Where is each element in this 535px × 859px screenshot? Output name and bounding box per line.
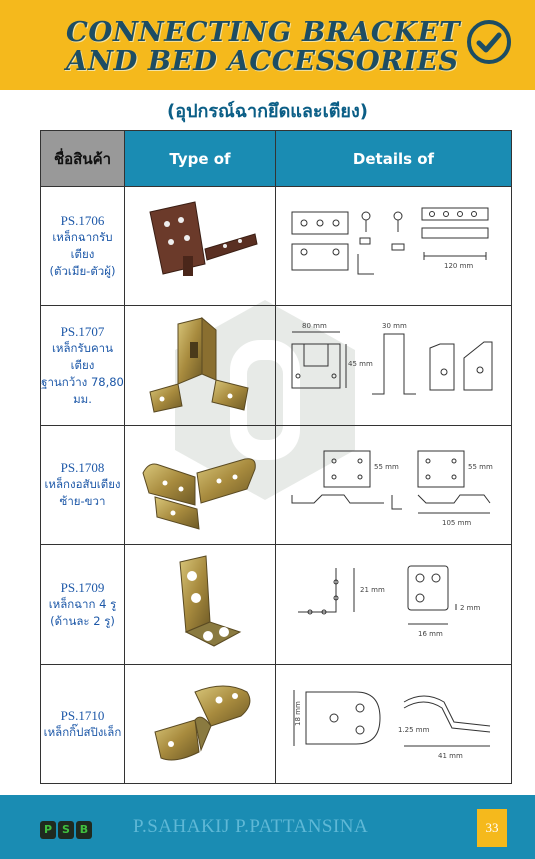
product-desc: เหล็กฉากรับเตียง [52,230,113,262]
dimension-label: 80 mm [301,321,327,330]
spring-clip-image [135,672,265,772]
dimension-label: 18 mm [293,700,302,726]
checkmark-icon [467,20,511,64]
technical-drawing [284,194,504,294]
product-detail-cell [276,545,512,664]
product-image-cell [125,425,276,544]
product-image-cell [125,187,276,306]
dimension-label: 30 mm [381,321,407,330]
technical-drawing [284,672,504,772]
dimension-label: 21 mm [359,586,385,595]
product-desc-2: ซ้าย-ขวา [59,494,106,509]
page-subtitle: (อุปกรณ์ฉากยึดและเตียง) [167,101,368,122]
product-desc-2: ฐานกว้าง 78,80 มม. [41,375,124,407]
product-desc: เหล็กกิ๊ปสปิงเล็ก [43,724,122,739]
technical-drawing [284,314,504,414]
product-name-cell [41,425,125,544]
product-desc: เหล็กฉาก 4 รู [48,596,117,611]
product-name-cell [41,306,125,425]
dimension-label: 105 mm [441,518,471,527]
product-name-cell [41,664,125,783]
dimension-label: 55 mm [373,462,399,471]
product-image-cell [125,306,276,425]
header-product-name: ชื่อสินค้า [41,131,125,187]
product-detail-cell [276,187,512,306]
product-detail-cell [276,664,512,783]
bed-hook-bracket-image [135,433,265,533]
hinge-bracket-image [135,194,265,294]
dimension-label: 1.25 mm [397,725,429,734]
product-desc-2: (ด้านละ 2 รู) [50,613,115,628]
product-image-cell [125,545,276,664]
table-row [41,545,512,664]
page-title [66,18,466,76]
dimension-label: 120 mm [443,262,473,271]
header-details: Details of [276,131,512,187]
title-line-2: AND BED ACCESSORIES [66,45,459,77]
product-detail-cell [276,425,512,544]
table-header-row [41,131,512,187]
beam-bracket-image [140,314,260,414]
product-image-cell [125,664,276,783]
table-row [41,664,512,783]
logo-letter: S [58,821,74,839]
dimension-label: 45 mm [347,359,373,368]
table-row [41,306,512,425]
dimension-label: 55 mm [467,462,493,471]
page-number: 33 [477,809,507,847]
page-header [0,0,535,90]
dimension-label: 41 mm [437,751,463,760]
product-detail-cell [276,306,512,425]
product-desc: เหล็กงอสับเตียง [44,477,121,492]
product-code: PS.1709 [60,579,105,595]
logo-letter: P [40,821,56,839]
footer-brand: P.SAHAKIJ P.PATTANSINA [133,816,369,837]
page-footer [0,795,535,859]
product-table [40,130,512,784]
logo-letter: B [76,821,92,839]
product-code: PS.1706 [60,213,105,229]
table-row [41,425,512,544]
product-desc-2: (ตัวเมีย-ตัวผู้) [49,264,116,279]
technical-drawing [284,433,504,533]
product-desc: เหล็กรับคานเตียง [51,341,113,373]
title-line-1: CONNECTING BRACKET [66,16,461,48]
product-name-cell [41,187,125,306]
dimension-label: 16 mm [417,630,443,639]
header-type: Type of [125,131,276,187]
table-row [41,187,512,306]
product-code: PS.1710 [60,707,105,723]
technical-drawing [284,552,504,652]
product-code: PS.1708 [60,460,105,476]
company-logo [40,818,98,840]
product-code: PS.1707 [60,324,105,340]
dimension-label: 2 mm [459,604,480,613]
product-name-cell [41,545,125,664]
angle-bracket-image [150,552,250,652]
